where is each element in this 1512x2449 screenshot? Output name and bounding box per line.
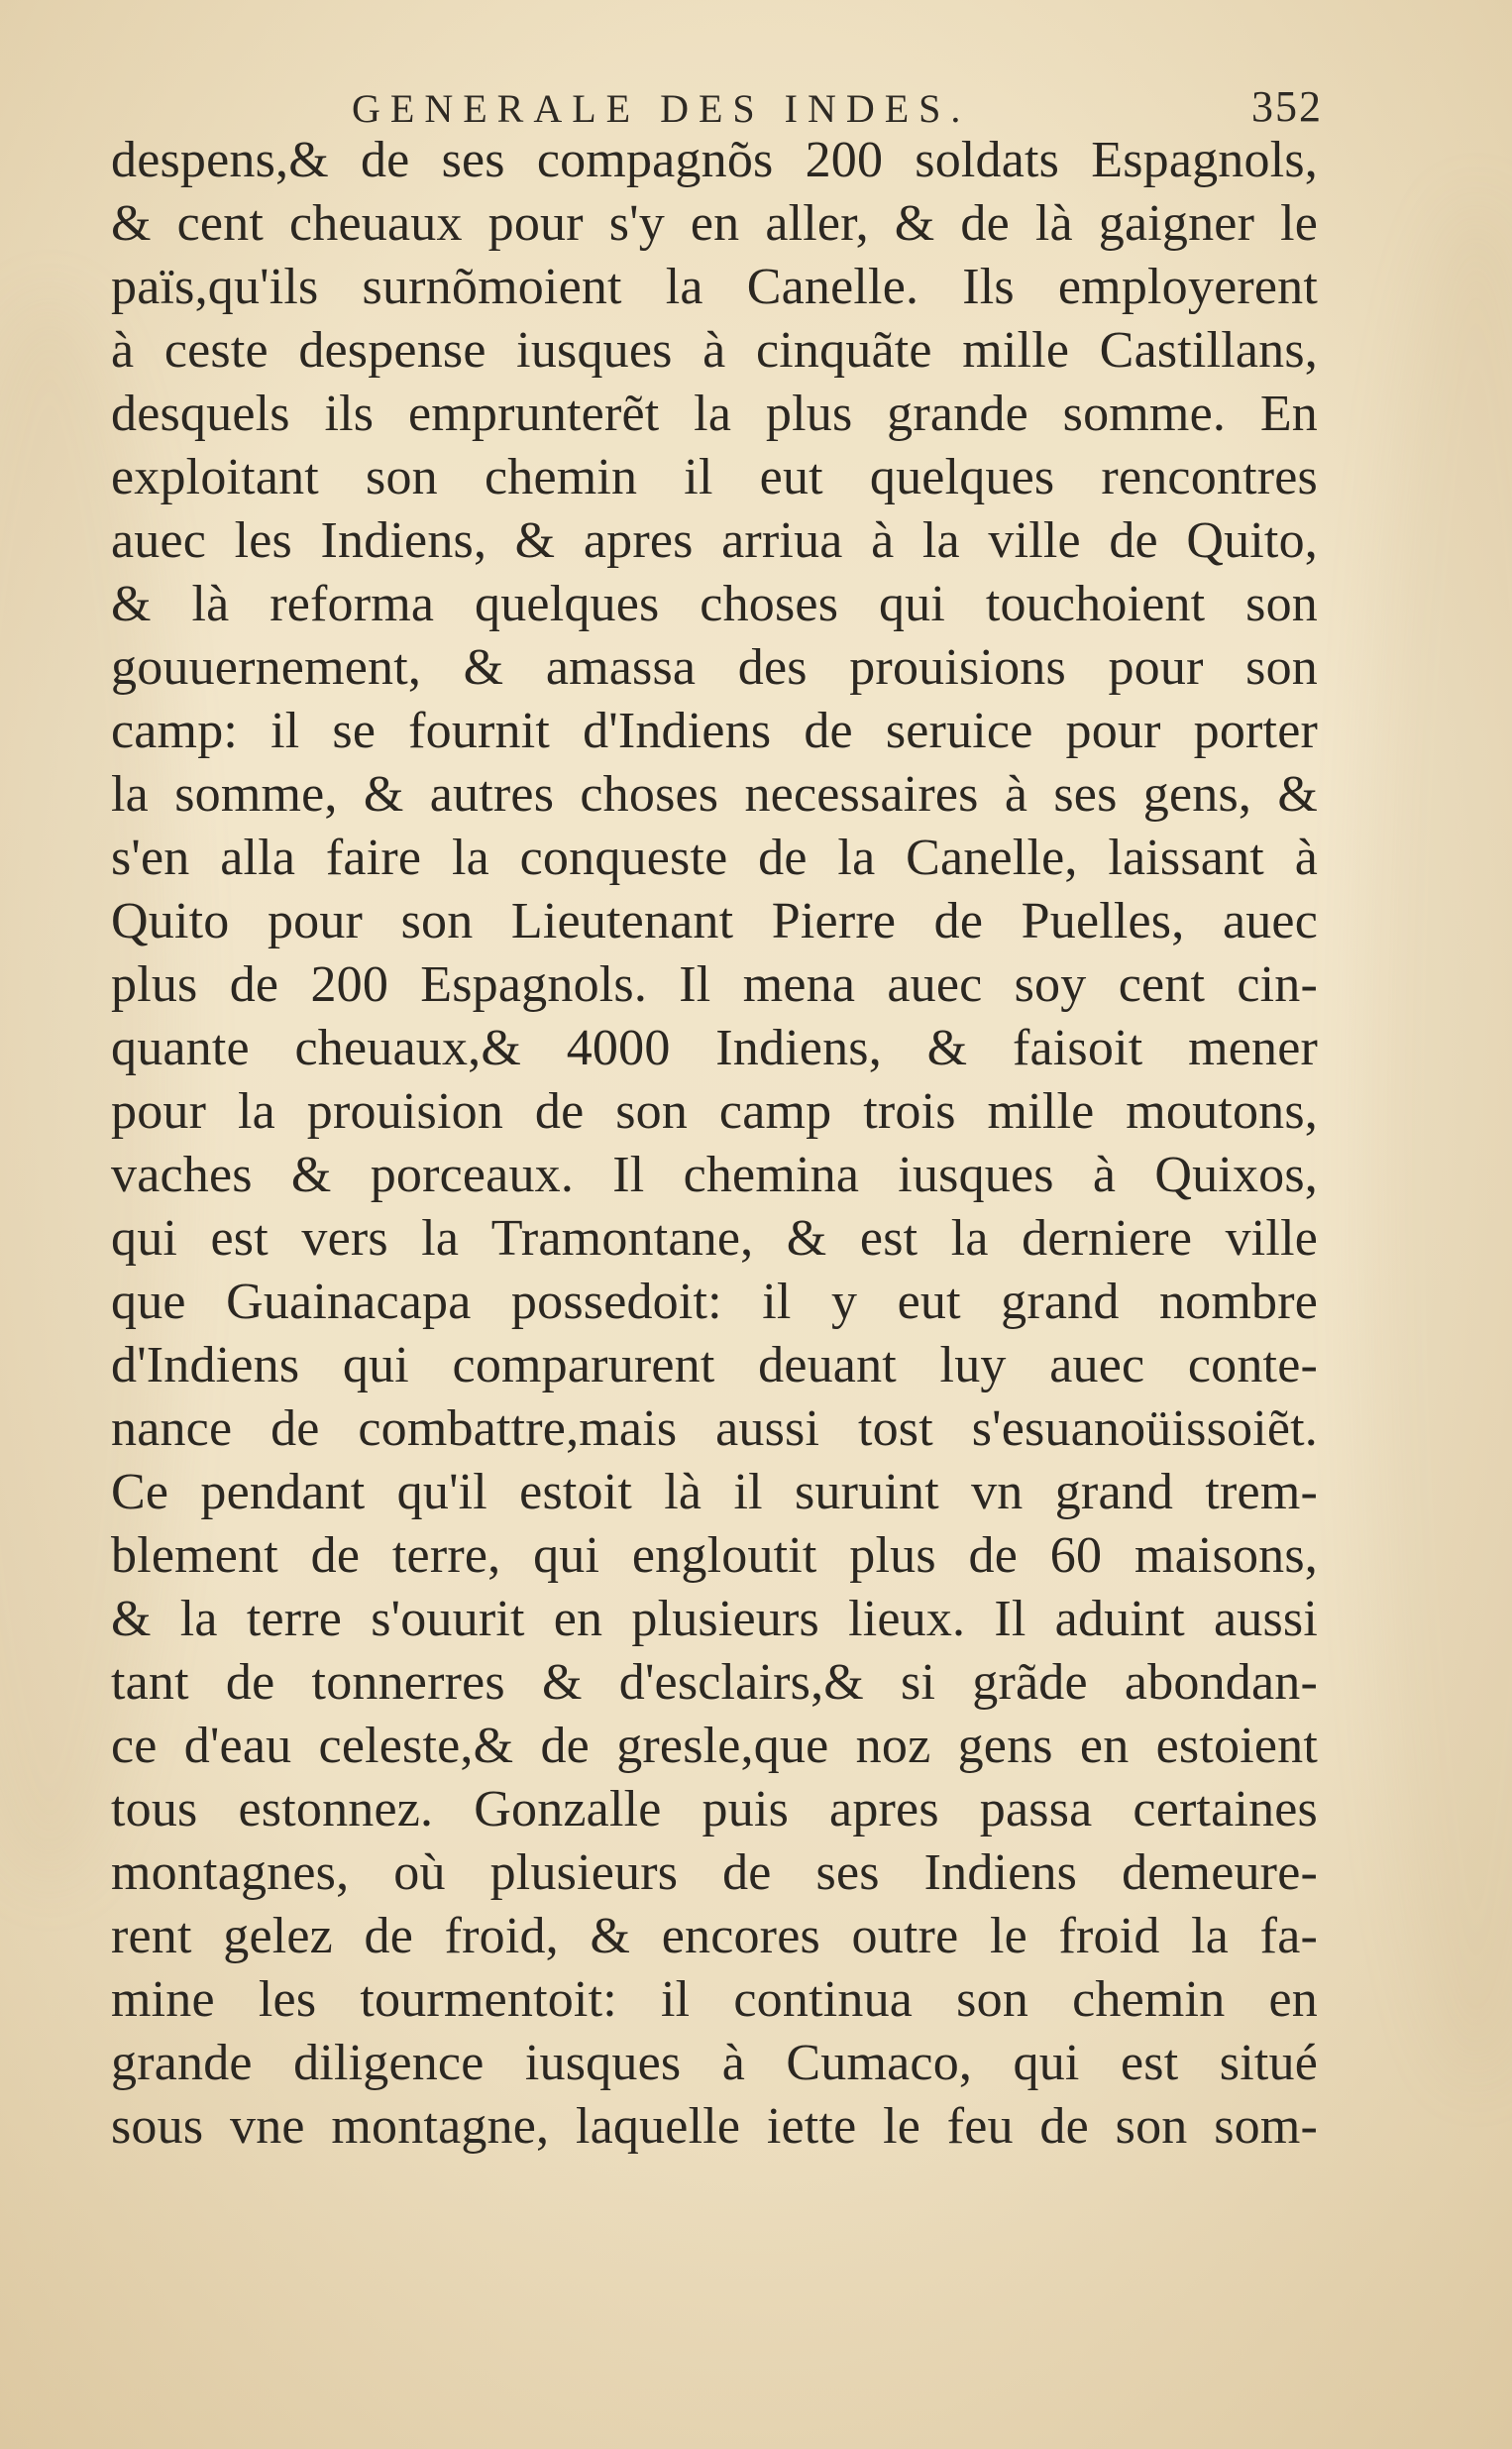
text-line: Ce pendant qu'il estoit là il suruint vn grand trem-: [111, 1464, 1318, 1520]
text-line: sous vne montagne, laquelle iette le feu de son som-: [111, 2098, 1318, 2155]
text-line: que Guainacapa possedoit: il y eut grand nombre: [111, 1274, 1318, 1330]
text-line: s'en alla faire la conqueste de la Canelle, laissant à: [111, 830, 1318, 886]
text-line: montagnes, où plusieurs de ses Indiens demeure-: [111, 1844, 1318, 1901]
text-line: auec les Indiens, & apres arriua à la ville de Quito,: [111, 512, 1318, 569]
text-line: desquels ils emprunterẽt la plus grande somme. En: [111, 386, 1318, 442]
text-line: tous estonnez. Gonzalle puis apres passa certaines: [111, 1781, 1318, 1837]
text-line: la somme, & autres choses necessaires à ses gens, &: [111, 766, 1318, 823]
text-line: camp: il se fournit d'Indiens de seruice pour porter: [111, 703, 1318, 759]
page-edge-shadow-right: [1367, 198, 1512, 2081]
text-line: plus de 200 Espagnols. Il mena auec soy cent cin-: [111, 956, 1318, 1013]
page-header: [352, 81, 1323, 131]
text-line: rent gelez de froid, & encores outre le froid la fa-: [111, 1908, 1318, 1964]
text-line: vaches & porceaux. Il chemina iusques à Quixos,: [111, 1147, 1318, 1203]
text-line: nance de combattre,mais aussi tost s'esuanoüissoiẽt.: [111, 1400, 1318, 1457]
text-line: qui est vers la Tramontane, & est la derniere ville: [111, 1210, 1318, 1267]
text-line: d'Indiens qui comparurent deuant luy auec conte-: [111, 1337, 1318, 1393]
text-line: blement de terre, qui engloutit plus de 60 maisons,: [111, 1527, 1318, 1584]
text-line: despens,& de ses compagnõs 200 soldats Espagnols,: [111, 132, 1318, 188]
body-text: [111, 129, 1318, 2159]
text-line: & la terre s'ouurit en plusieurs lieux. Il aduint aussi: [111, 1591, 1318, 1647]
page-number: 352: [1251, 82, 1323, 131]
text-line: & cent cheuaux pour s'y en aller, & de là gaigner le: [111, 195, 1318, 252]
text-line: gouuernement, & amassa des prouisions pour son: [111, 639, 1318, 696]
text-line: & là reforma quelques choses qui touchoient son: [111, 576, 1318, 632]
text-line: pour la prouision de son camp trois mille moutons,: [111, 1083, 1318, 1140]
text-line: païs,qu'ils surnõmoient la Canelle. Ils employerent: [111, 259, 1318, 315]
text-line: exploitant son chemin il eut quelques rencontres: [111, 449, 1318, 505]
text-line: mine les tourmentoit: il continua son chemin en: [111, 1971, 1318, 2028]
text-line: tant de tonnerres & d'esclairs,& si grãde abondan-: [111, 1654, 1318, 1711]
text-line: grande diligence iusques à Cumaco, qui est situé: [111, 2035, 1318, 2091]
text-line: ce d'eau celeste,& de gresle,que noz gens en estoient: [111, 1718, 1318, 1774]
text-line: quante cheuaux,& 4000 Indiens, & faisoit mener: [111, 1020, 1318, 1076]
text-line: Quito pour son Lieutenant Pierre de Puelles, auec: [111, 893, 1318, 949]
text-line: à ceste despense iusques à cinquãte mille Castillans,: [111, 322, 1318, 379]
running-head: GENERALE DES INDES.: [352, 86, 971, 131]
